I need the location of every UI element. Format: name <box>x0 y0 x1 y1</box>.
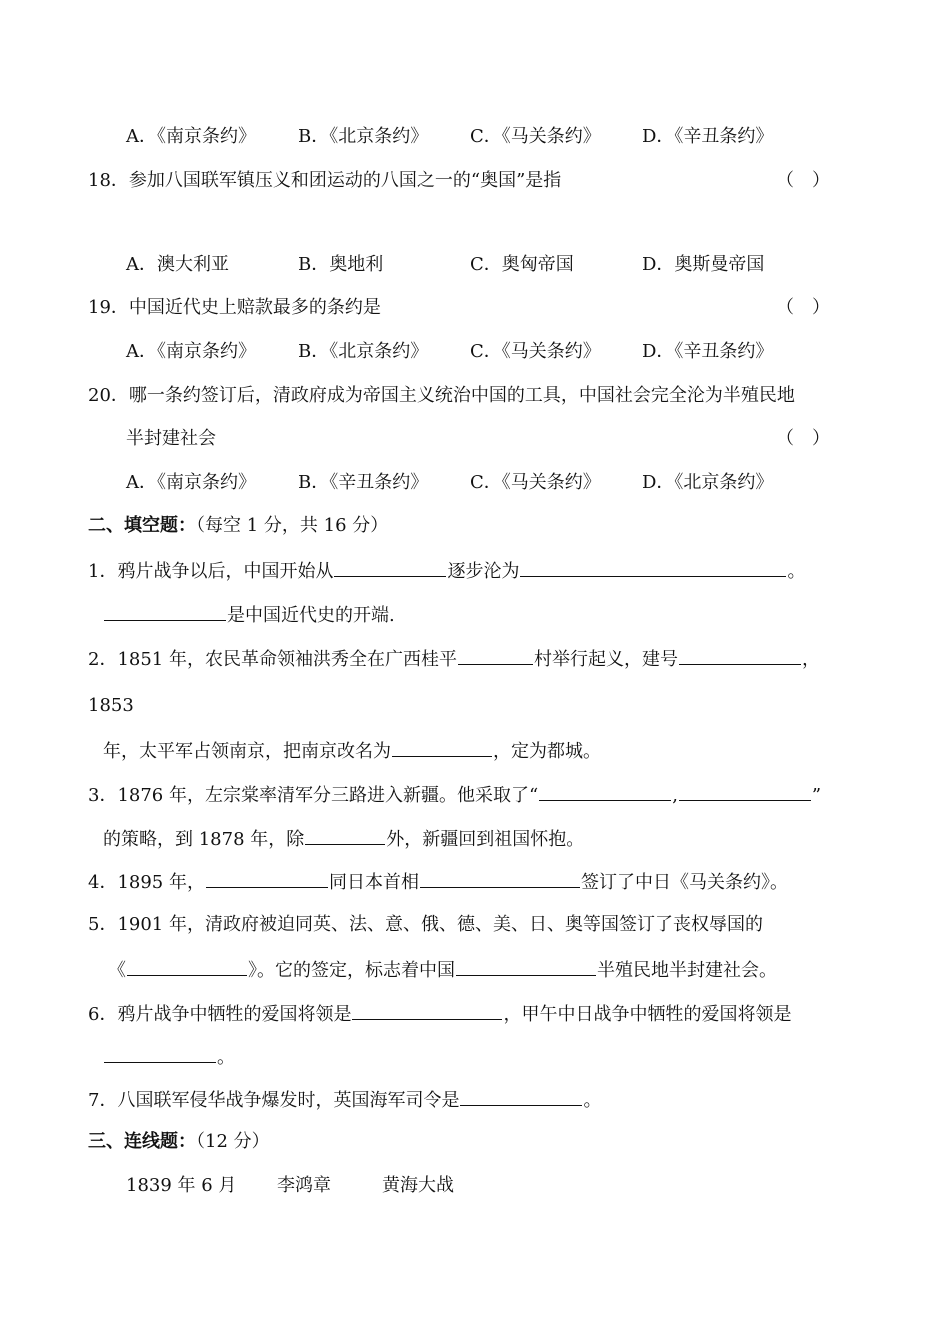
fill-q6-text-a: 6．鸦片战争中牺牲的爱国将领是 <box>88 1004 352 1025</box>
fill-q5-blank-2[interactable] <box>456 957 596 976</box>
fill-q4-blank-1[interactable] <box>206 869 328 888</box>
fill-q5-text-c: 》。它的签定，标志着中国 <box>248 960 455 981</box>
fill-q2 <box>88 646 820 672</box>
section2-heading <box>88 514 388 538</box>
q19-option-b: B．《北京条约》 <box>298 341 429 362</box>
q20-text: 哪一条约签订后，清政府成为帝国主义统治中国的工具，中国社会完全沦为半殖民地 <box>128 385 795 406</box>
fill-q2-text-d: 年，太平军占领南京，把南京改名为 <box>103 741 391 762</box>
fill-q4-text-c: 签订了中日《马关条约》。 <box>580 872 788 893</box>
fill-q6-text-b: ，甲午中日战争中牺牲的爱国将领是 <box>503 1004 792 1025</box>
fill-q2-year: 1853 <box>88 695 134 716</box>
fill-q3-line2 <box>103 826 584 852</box>
fill-q4-blank-2[interactable] <box>420 869 580 888</box>
fill-q1-text-d: 是中国近代史的开端. <box>227 605 395 626</box>
fill-q2-text-c: ， <box>801 649 820 670</box>
fill-q5-text-d: 半殖民地半封建社会。 <box>597 960 777 981</box>
fill-q3-text-e: 外，新疆回到祖国怀抱。 <box>386 829 585 850</box>
match-event: 黄海大战 <box>382 1175 454 1196</box>
q18-option-d: D．奥斯曼帝国 <box>642 254 765 275</box>
q17-option-b: B．《北京条约》 <box>298 126 429 147</box>
q18-question <box>88 169 561 193</box>
fill-q7-text-b: 。 <box>583 1090 602 1111</box>
fill-q2-line3 <box>103 738 601 764</box>
fill-q5-line2 <box>108 957 777 983</box>
q20-answer-paren: （ ） <box>776 428 830 449</box>
fill-q1-blank-2[interactable] <box>520 558 786 577</box>
q18-option-a: A．澳大利亚 <box>126 254 229 275</box>
fill-q5: 5．1901 年，清政府被迫同英、法、意、俄、德、美、日、奥等国签订了丧权辱国的 <box>88 914 763 935</box>
fill-q6-blank-1[interactable] <box>352 1001 502 1020</box>
fill-q3-blank-2[interactable] <box>679 782 811 801</box>
q18-answer-paren: （ ） <box>776 170 830 191</box>
q19-option-c: C．《马关条约》 <box>470 341 601 362</box>
fill-q7-text-a: 7．八国联军侵华战争爆发时，英国海军司令是 <box>88 1090 460 1111</box>
fill-q2-blank-2[interactable] <box>679 646 801 665</box>
fill-q3 <box>88 782 821 808</box>
fill-q1-blank-1[interactable] <box>334 558 446 577</box>
q19-number: 19． <box>88 297 129 318</box>
section2-title: 二、填空题： <box>88 515 196 536</box>
fill-q1 <box>88 558 805 584</box>
fill-q3-text-d: 的策略，到 1878 年，除 <box>103 829 305 850</box>
q20-number: 20． <box>88 385 129 406</box>
q18-number: 18． <box>88 170 129 191</box>
q20-option-d: D．《北京条约》 <box>642 472 774 493</box>
fill-q2-blank-3[interactable] <box>392 738 492 757</box>
fill-q2-text-b: 村举行起义，建号 <box>533 649 678 670</box>
fill-q6-text-c: 。 <box>217 1047 235 1068</box>
fill-q1-text-b: 逐步沦为 <box>447 561 520 582</box>
fill-q7 <box>88 1087 601 1113</box>
q18-option-c: C．奥匈帝国 <box>470 254 574 275</box>
fill-q1-text-c: 。 <box>787 561 806 582</box>
fill-q1-blank-3[interactable] <box>104 602 226 621</box>
match-person: 李鸿章 <box>277 1175 331 1196</box>
q20-option-a: A．《南京条约》 <box>126 472 256 493</box>
q17-option-d: D．《辛丑条约》 <box>642 126 774 147</box>
match-date: 1839 年 6 月 <box>126 1175 237 1196</box>
fill-q6 <box>88 1001 791 1027</box>
q17-option-a: A．《南京条约》 <box>126 126 256 147</box>
section3-score-note: （12 分） <box>196 1131 270 1152</box>
q20-option-b: B．《辛丑条约》 <box>298 472 429 493</box>
fill-q3-text-a: 3．1876 年，左宗棠率清军分三路进入新疆。他采取了“ <box>88 785 539 806</box>
q19-answer-paren: （ ） <box>776 297 830 318</box>
fill-q6-line2 <box>103 1044 235 1070</box>
fill-q3-blank-3[interactable] <box>305 826 385 845</box>
section3-title: 三、连线题： <box>88 1131 196 1152</box>
q20-question <box>88 384 795 408</box>
q18-option-b: B．奥地利 <box>298 254 384 275</box>
section2-score-note: （每空 1 分，共 16 分） <box>196 515 389 536</box>
fill-q2-text-e: ，定为都城。 <box>493 741 601 762</box>
q19-text: 中国近代史上赔款最多的条约是 <box>128 297 381 318</box>
fill-q7-blank-1[interactable] <box>460 1087 582 1106</box>
q17-option-c: C．《马关条约》 <box>470 126 601 147</box>
fill-q4-text-a: 4．1895 年， <box>88 872 205 893</box>
q18-text: 参加八国联军镇压义和团运动的八国之一的“奥国”是指 <box>128 170 562 191</box>
q20-text-continued: 半封建社会 <box>126 428 216 449</box>
fill-q2-blank-1[interactable] <box>458 646 533 665</box>
q19-question <box>88 296 381 320</box>
q19-option-a: A．《南京条约》 <box>126 341 256 362</box>
section3-heading <box>88 1130 270 1154</box>
fill-q3-text-b: , <box>672 785 678 806</box>
fill-q3-blank-1[interactable] <box>539 782 671 801</box>
fill-q1-text-a: 1．鸦片战争以后，中国开始从 <box>88 561 334 582</box>
fill-q6-blank-2[interactable] <box>104 1044 216 1063</box>
fill-q2-text-a: 2．1851 年，农民革命领袖洪秀全在广西桂平 <box>88 649 457 670</box>
q19-option-d: D．《辛丑条约》 <box>642 341 774 362</box>
fill-q5-text-b: 《 <box>108 960 126 981</box>
q20-option-c: C．《马关条约》 <box>470 472 601 493</box>
fill-q4-text-b: 同日本首相 <box>328 872 419 893</box>
fill-q4 <box>88 869 788 895</box>
fill-q1-line2 <box>103 602 395 628</box>
fill-q5-blank-1[interactable] <box>127 957 247 976</box>
fill-q3-text-c: ” <box>811 785 822 806</box>
